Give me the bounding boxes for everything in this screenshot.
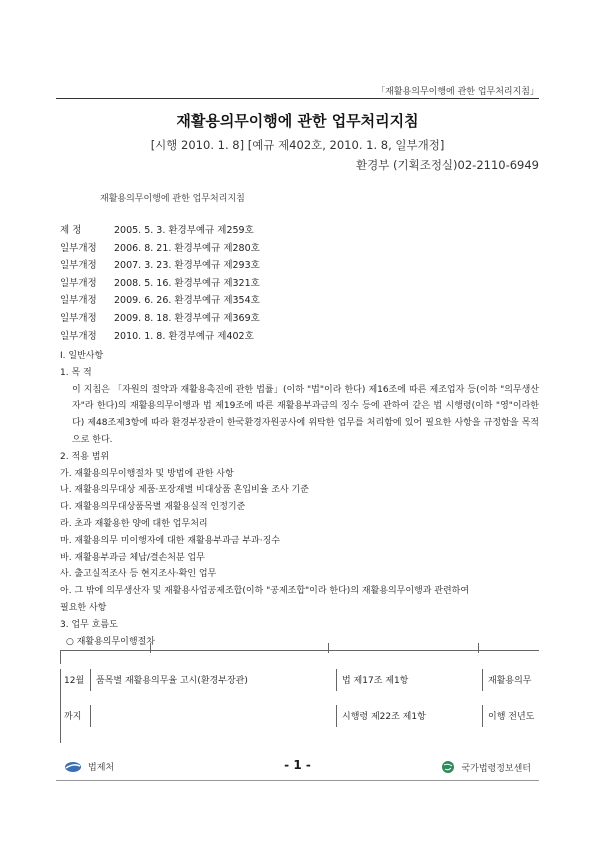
scope-item: 라. 초과 재활용한 양에 대한 업무처리 [60,518,208,529]
table-border [336,669,337,691]
scope-item: 다. 재활용의무대상품목별 재활용실적 인정기준 [60,502,246,513]
header-rule [56,98,539,99]
table-cell: 법 제17조 제1항 [342,676,409,686]
scope-item-continued: 필요한 사항 [60,602,107,613]
scope-item: 마. 재활용의무 미이행자에 대한 재활용부과금 부과·징수 [60,535,280,546]
revision-row: 일부개정 2006. 8. 21. 환경부예규 제280호 [60,242,260,254]
document-subtitle: [시행 2010. 1. 8] [예규 제402호, 2010. 1. 8, 일부개정] [150,138,445,152]
revision-row: 일부개정 2010. 1. 8. 환경부예규 제402호 [60,330,254,342]
table-border [328,643,329,653]
table-border [60,669,61,691]
item-heading: 1. 목 적 [60,367,92,378]
scope-item: 아. 그 밖에 의무생산자 및 재활용사업공제조합(이하 "공제조합"이라 한다)의 재활용의무이행과 관련하여 [60,586,470,597]
purpose-paragraph: 이 지침은 「자원의 절약과 재활용촉진에 관한 법률」(이하 "법"이라 한다) 제16조에 따른 제조업자 등(이하 "의무생산자"라 한다)의 재활용의무이행과 법 제19조에 따른 재활용부과금의 징수 등에 관하여 같은 법 시행령(이하 "영"이라한다) 제48조제3항에 따라 환경부장관이 한국환경자원공사에 위탁한 업무를 처리함에 있어 필요한 사항을 규정함을 목적으로 한다. [72,384,539,445]
item-heading: 2. 적용 범위 [60,451,110,462]
table-cell: 품목별 재활용의무율 고시(환경부장관) [96,676,248,686]
document-title: 재활용의무이행에 관한 업무처리지침 [176,112,419,130]
flow-table [60,633,539,745]
scope-item: 가. 재활용의무이행절차 및 방법에 관한 사항 [60,468,234,479]
table-cell: 시행령 제22조 제1항 [342,712,426,722]
table-border [336,705,337,727]
revision-row: 일부개정 2009. 8. 18. 환경부예규 제369호 [60,312,260,324]
table-border [90,705,91,727]
table-border [60,705,61,727]
table-cell: 이행 전년도 [488,712,535,722]
document-body [60,348,539,650]
table-top-rule [60,650,539,651]
globe-logo-icon [441,760,455,774]
revision-row: 제 정 2005. 5. 3. 환경부예규 제259호 [60,225,254,236]
footer-left-text: 법제처 [88,763,115,773]
flow-title: ○ 재활용의무이행절차 [66,636,155,647]
page-footer [56,756,539,780]
scope-item: 나. 재활용의무대상 제품·포장재별 비대상품 혼입비율 조사 기준 [60,485,309,496]
footer-right-text: 국가법령정보센터 [461,763,531,774]
table-border [150,643,151,653]
scope-item: 바. 재활용부과금 체납/결손처분 업무 [60,552,205,563]
section-heading: Ⅰ. 일반사항 [60,351,104,361]
table-border [60,727,61,743]
table-cell: 12월 [64,676,85,686]
revision-row: 일부개정 2009. 6. 26. 환경부예규 제354호 [60,295,260,307]
scope-item: 사. 출고실적조사 등 현지조사·확인 업무 [60,569,217,580]
contact-line: 환경부 (기획조정실)02-2110-6949 [356,158,539,172]
table-border [478,643,479,653]
revision-row: 일부개정 2008. 5. 16. 환경부예규 제321호 [60,277,260,289]
inner-title: 재활용의무이행에 관한 업무처리지침 [100,194,245,204]
revision-history [60,222,260,345]
footer-right [441,760,531,774]
item-heading: 3. 업무 흐름도 [60,619,118,630]
table-border [482,669,483,691]
table-border [60,650,61,664]
running-header: 「재활용의무이행에 관한 업무처리지침」 [376,87,539,97]
table-border [90,669,91,691]
footer-rule [56,780,539,781]
revision-row: 일부개정 2007. 3. 23. 환경부예규 제293호 [60,260,260,272]
table-cell: 까지 [64,712,82,722]
page-number: - 1 - [284,758,311,772]
table-border [482,705,483,727]
table-cell: 재활용의무 [488,676,532,686]
